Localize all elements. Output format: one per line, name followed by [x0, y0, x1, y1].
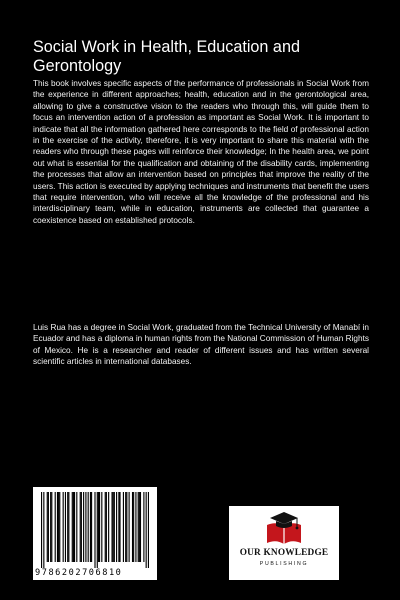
- barcode-bar: [48, 492, 49, 562]
- barcode-bar: [81, 492, 82, 562]
- barcode-bar: [113, 492, 114, 562]
- barcode-bar: [108, 492, 109, 562]
- book-title: Social Work in Health, Education and Gerontology: [33, 38, 300, 75]
- barcode-bar: [58, 492, 59, 562]
- barcode-bar: [76, 492, 77, 562]
- barcode-bar: [50, 492, 51, 562]
- barcode-bar: [85, 492, 86, 562]
- barcode-bar: [125, 492, 126, 562]
- barcode-bar: [133, 492, 134, 562]
- barcode-bar: [143, 492, 144, 562]
- barcode-bar: [111, 492, 112, 562]
- barcode-bar: [105, 492, 106, 562]
- publisher-tagline: PUBLISHING: [259, 561, 309, 567]
- barcode-bar: [90, 492, 91, 562]
- barcode-bar: [116, 492, 117, 562]
- barcode-bar: [138, 492, 139, 562]
- barcode-bar: [129, 492, 130, 562]
- barcode-bar: [57, 492, 58, 562]
- barcode-bar: [43, 492, 44, 568]
- barcode-bar: [59, 492, 60, 562]
- barcode-bar: [47, 492, 48, 562]
- isbn-barcode: [33, 487, 157, 580]
- barcode-bar: [88, 492, 89, 562]
- barcode-bar: [68, 492, 69, 562]
- barcode-bar: [114, 492, 115, 562]
- barcode-bar: [101, 492, 102, 562]
- publisher-name: OUR KNOWLEDGE: [239, 548, 329, 558]
- isbn-digits: 9786202706810: [35, 568, 123, 578]
- barcode-bar: [74, 492, 75, 562]
- barcode-bar: [119, 492, 120, 562]
- barcode-bar: [63, 492, 64, 562]
- barcode-bar: [118, 492, 119, 562]
- barcode-bar: [126, 492, 127, 562]
- barcode-icon: [41, 492, 149, 568]
- barcode-bar: [67, 492, 68, 562]
- author-bio: Luis Rua has a degree in Social Work, graduated from the Technical University of Manabí in Ecuador and has a diploma in human rights from the National Commission of Human Rights of Mexico. He is a researcher and reader of different issues and has written several scientific articles in international databases.: [33, 323, 369, 367]
- barcode-bar: [83, 492, 84, 562]
- barcode-bar: [65, 492, 66, 562]
- barcode-bar: [98, 492, 99, 562]
- publisher-logo: [229, 506, 339, 580]
- barcode-bar: [97, 492, 98, 568]
- barcode-bar: [139, 492, 140, 562]
- barcode-bar: [148, 492, 149, 568]
- barcode-bar: [99, 492, 100, 562]
- barcode-bar: [72, 492, 73, 562]
- graduation-cap-book-icon: [264, 509, 304, 547]
- barcode-bar: [123, 492, 124, 562]
- barcode-bar: [94, 492, 95, 568]
- barcode-bar: [91, 492, 92, 562]
- barcode-bar: [106, 492, 107, 562]
- barcode-bar: [80, 492, 81, 562]
- barcode-bar: [135, 492, 136, 562]
- barcode-bar: [55, 492, 56, 562]
- barcode-bar: [51, 492, 52, 562]
- barcode-bar: [41, 492, 42, 568]
- barcode-bar: [73, 492, 74, 562]
- barcode-bar: [140, 492, 141, 562]
- book-description: This book involves specific aspects of the performance of professionals in Social Work from the experience in different approaches; health, education and in the gerontological area, allowing to give a constructive vision to the readers who through this, will guide them to focus an intervention action of a profession as important as Social Work. It is important to indicate that all the information gathered here corresponds to the field of professional action in the exercise of the activity, therefore, it is very important to share this material with the readers who through these pages will reinforce their knowledge; In the health area, we point out what is essential for the qualification and obtaining of the disability cards, implementing the processes that allow an intervention based on principles that improve the reality of the users. This action is executed by applying techniques and instruments that benefit the users that require intervention, who will receive all the knowledge of the professional and his interdisciplinary team, while in education, instruments are collected that guarantee a coexistence based on established protocols.: [33, 79, 369, 225]
- barcode-bar: [146, 492, 147, 568]
- barcode-bar: [132, 492, 133, 562]
